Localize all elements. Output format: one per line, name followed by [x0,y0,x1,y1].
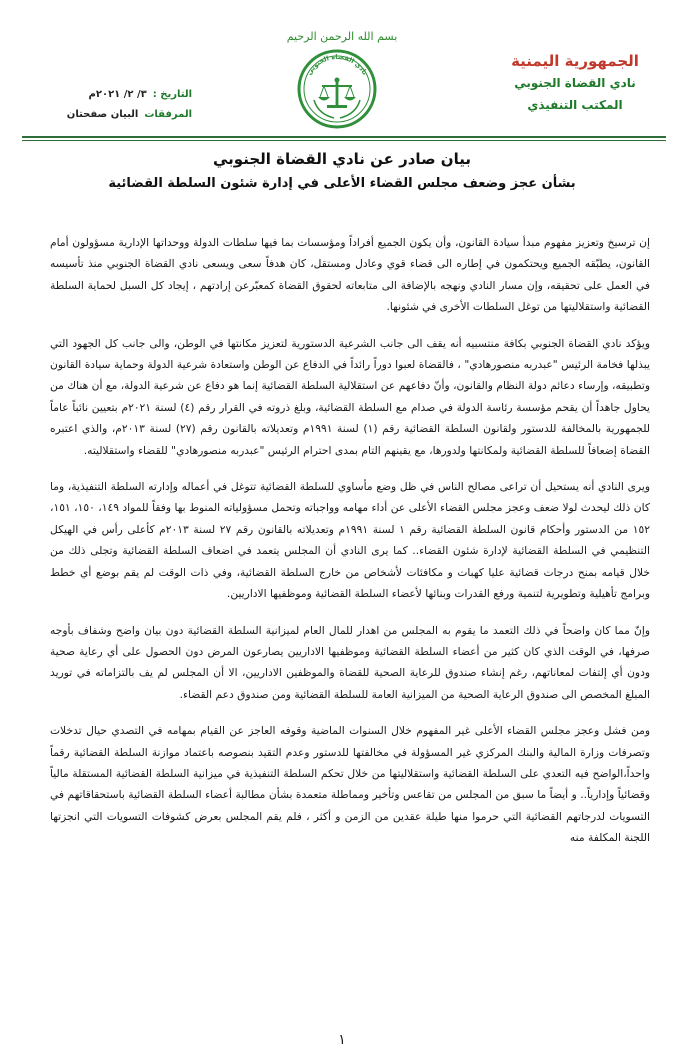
paragraph: ومن فشل وعجز مجلس القضاء الأعلى غير المفهوم خلال السنوات الماضية وقوفه العاجز عن القيام بمهامه في التصدي حيال تدخلات وتصرفات وزارة المالية والبنك المركزي غير المسؤولة في مخالفتها للدستور وعدم التقيد بنصوصه باعتماد موازنة السلطة القضائية رقماً واحداً،الواضح فيه التعدي على السلطة القضائية واستقلاليتها من خلال تحكم السلطة التنفيذية في ميزانية السلطة القضائية المستقلة مالياً وقضائياً وإدارياً.. و أيضاً ما سبق من المجلس من تقاعس وتأخير ومماطلة متعمدة بشأن مطالبة أعضاء السلطة القضائية باستحقاقاتهم في التسويات لدرجاتهم القضائية التي حرموا منها طيلة عقدين من الزمن و أكثر ، فلم يقم المجلس بعرض كشوفات التسويات التي انجزتها اللجنة المكلفة منه [50,724,650,845]
org-club-name: نادي القضاة الجنوبي [514,76,636,90]
paragraph: ويؤكد نادي القضاة الجنوبي بكافة منتسبيه أنه يقف الى جانب الشرعية الدستورية لتعزيز مكانتها في الوطن، والى جانب كل الجهود التي يبذلها فخامة الرئيس "عبدربه منصورهادي" ، فالقضاة لعبوا دوراً رائداً في الدفاع عن الوطن واستعادة شرعية الدولة وحماية سيادة القانون وتطبيقه، وإرساء دعائم دولة النظام والقانون، وأنّ دفاعهم عن استقلالية السلطة القضائية إنما هو دفاع عن شرعية الدولة، مع أن هناك من يحاول جاهداً أن يقحم مؤسسة رئاسة الدولة في صدام مع السلطة القضائية، وبلغ ذروته في القرار رقم (٤) لسنة ٢٠٢١م بتعيين نائباً عاماً للجمهورية بالمخالفة للدستور ولقانون السلطة القضائية رقم (١) لسنة ١٩٩١م وتعديلاته بالقانون رقم (٢٧) لسنة ٢٠١٣م، والذي اعتبره القضاة إضعافاً للسلطة القضائية ولمكانتها ولدورها، مع يقينهم التام بمدى احترام الرئيس "عبدربه منصورهادي" للقضاء واستقلاليته. [50,336,650,457]
org-office: المكتب التنفيذي [527,98,623,112]
attachments-value: البيان صفحتان [66,109,139,120]
attachments-row [42,105,192,125]
document-body [50,232,650,864]
organization-header [500,50,650,116]
document-meta [42,85,192,125]
paragraph: إن ترسيخ وتعزيز مفهوم مبدأ سيادة القانون، وأن يكون الجميع أفراداً ومؤسسات بما فيها سلطات الدولة ووحداتها الإدارية مسؤولون أمام القانون، يطبّقه الجميع ويحتكمون في إطاره الى قضاء قوي وعادل ومستقل، كان هدفاً سعى ويسعى نادي القضاة الجنوبي منذ تأسيسه في العمل على تحقيقه، وإن مسار النادي ونهجه بالإضافة الى متابعاته لحقوق القضاة كمعبّرعن إرادتهم ، إيجاد كل السبل لحماية السلطة القضائية واستقلاليتها من توغل السلطات الأخرى في شئونها. [50,236,650,314]
attachments-label: المرفقات [144,109,192,120]
document-title: بيان صادر عن نادي القضاة الجنوبي [213,150,471,168]
date-label: التاريخ : [152,89,192,100]
logo-arc-text: نادي القضاة الجنوبي [305,52,370,77]
header-divider [22,136,666,138]
document-subtitle: بشأن عجز وضعف مجلس القضاء الأعلى في إدارة شئون السلطة القضائية [108,176,576,191]
basmala: بسم الله الرحمن الرحيم [286,30,398,43]
paragraph: ويرى النادي أنه يستحيل أن تراعى مصالح الناس في ظل وضع مأساوي للسلطة القضائية تتوغل في أعماله وإدارته السلطة التنفيذية، وما كان ذلك ليحدث لولا ضعف وعجز مجلس القضاء الأعلى عن أداء مهامه وواجباته وتحمل مسؤولياته المنوط بها وفقاً للمواد ١٤٩، ١٥٠، ١٥١، ١٥٢ من الدستور وأحكام قانون السلطة القضائية رقم ١ لسنة ١٩٩١م وتعديلاته بالقانون رقم ٢٧ لسنة ٢٠١٣م كأعلى رأس في الهيكل التنظيمي في السلطة القضائية لإدارة شئون القضاء.. كما يرى النادي أن المجلس يتعمد في اضعاف السلطة القضائية وتجلى ذلك من خلال قيامه بمنح درجات قضائية عليا كهبات و مكافئات لأشخاص من خارج السلطة القضائية، وفي ذات الوقت لم يقم بوضع أي خطط وبرامج تأهيلية وتطويرية لتنمية ورفع القدرات وبنائها لأعضاء السلطة القضائية وموظفيها الاداريين. [50,480,650,601]
judges-club-logo [296,48,378,130]
header-divider-thin [22,140,666,141]
date-value: ٣/ ٢/ ٢٠٢١م [88,89,147,100]
page-number: ١ [338,1032,346,1048]
org-country: الجمهورية اليمنية [511,52,639,70]
paragraph: وإنّ مما كان واضحاً في ذلك التعمد ما يقوم به المجلس من اهدار للمال العام لميزانية السلطة القضائية دون بيان واضح وشفاف بأوجه صرفها، في الوقت الذي كان كثير من أعضاء السلطة القضائية وموظفيها الاداريين يصارعون المرض دون الحصول على أي رعاية صحية ودون أي إلتفات لمعاناتهم، رغم إنشاء صندوق للرعاية الصحية للقضاة والموظفين الاداريين، الا أن المجلس لم يف بالتزاماته في توريد المبلغ المخصص الى صندوق الرعاية الصحية من الميزانية العامة للسلطة القضائية ومن صندوق دعم القضاء. [50,623,650,701]
date-row [42,85,192,105]
